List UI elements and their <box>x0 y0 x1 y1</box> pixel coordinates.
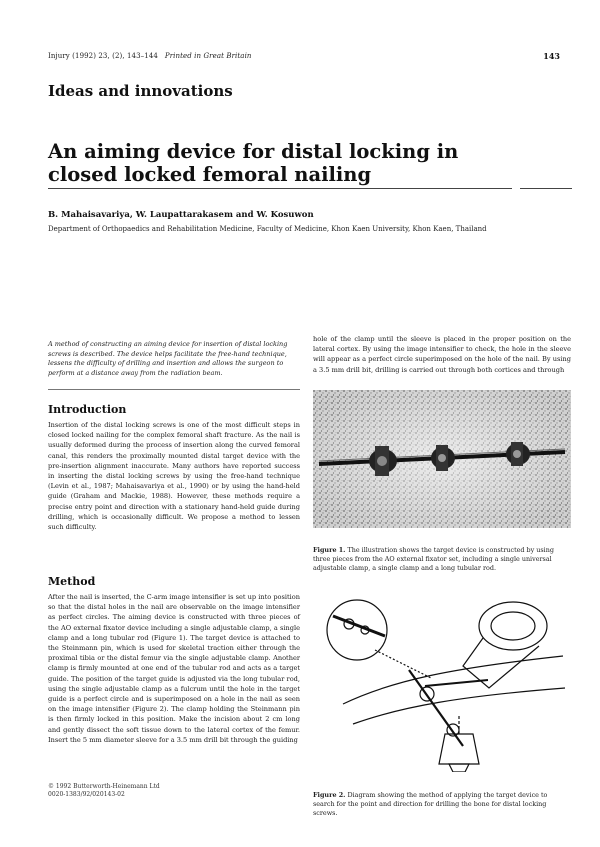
section-label: Ideas and innovations <box>48 82 233 100</box>
x-ray-tube <box>439 716 479 772</box>
abstract: A method of constructing an aiming device for insertion of distal locking screws is described. The device helps facilitate the free-hand technique, lessens the difficulty of drilling and insertion and allows the surgeon to perform at a distance away from the radiation beam. <box>48 340 288 377</box>
figure-1-image <box>313 390 571 528</box>
method-text: After the nail is inserted, the C-arm image intensifier is set up into position so that the distal holes in the nail are observable on the image intensifier as perfect circles. The aiming device is constructed with three pieces of the AO external fixator device including a single adjustable clamp, a single clamp and a long tubular rod (Figure 1). The target device is attached to the Steinmann pin, which is used for skeletal traction either through the proximal tibia or the distal femur via the single adjustable clamp. Another clamp is firmly mounted at one end of the tubular rod and acts as a target guide. The position of the target guide is adjusted via the long tubular rod, using the single adjustable clamp as a fulcrum until the hole in the target guide is a perfect circle and is superimposed on a hole in the nail as seen on the image intensifier (Figure 2). The clamp holding the Steinmann pin is then firmly locked in this position. Make the incision about 2 cm long and gently dissect the soft tissue down to the lateral cortex of the femur. Insert the 5 mm diameter sleeve for a 3.5 mm drill bit through the guiding <box>48 593 300 744</box>
abstract-rule <box>48 389 300 390</box>
introduction-text: Insertion of the distal locking screws is one of the most difficult steps in closed locked nailing for the complex femoral shaft fracture. As the nail is usually deformed during the process of insertion along the curved femoral canal, this renders the proximally mounted distal target device with the pre-insertion alignment inaccurate. Many authors have reported success in inserting the distal locking screws by using the free-hand technique (Levin et al., 1987; Mahaisavariya et al., 1990) or by using the hand-held guide (Graham and Mackie, 1988). However, these methods require a precise entry point and direction with a stationary hand-held guide during drilling, which is occasionally difficult. We propose a method to lessen such difficulty. <box>48 421 300 532</box>
affiliation: Department of Orthopaedics and Rehabilitation Medicine, Faculty of Medicine, Khon Kaen University, Khon Kaen, Thailand <box>48 225 487 233</box>
figure-2-label: Figure 2. <box>313 791 346 799</box>
image-intensifier <box>463 602 547 688</box>
figure-1-caption-text: The illustration shows the target device is constructed by using three pieces from the AO external fixator set, including a single universal adjustable clamp, a single clamp and a long tubular rod. <box>313 546 554 573</box>
figure-2-caption-text: Diagram showing the method of applying the target device to search for the point and direction for drilling the bone for distal locking screws. <box>313 791 548 818</box>
footer <box>48 783 300 799</box>
limb-outline <box>343 656 565 724</box>
page-number: 143 <box>543 51 560 61</box>
column2-text: hole of the clamp until the sleeve is placed in the proper position on the lateral cortex. By using the image intensifier to check, the hole in the sleeve will appear as a perfect circle superimposed on the hole of the nail. By using a 3.5 mm drill bit, drilling is carried out through both cortices and through <box>313 335 571 374</box>
printed-note: Printed in Great Britain <box>164 52 252 60</box>
copyright: © 1992 Butterworth-Heinemann Ltd <box>48 783 160 790</box>
inset-circle <box>327 600 387 660</box>
title-rule <box>48 188 512 189</box>
authors: B. Mahaisavariya, W. Laupattarakasem and W. Kosuwon <box>48 210 314 220</box>
method-heading: Method <box>48 575 96 588</box>
title-rule-end <box>520 188 572 189</box>
inset-leader <box>375 650 431 678</box>
figure-1-caption <box>313 546 571 574</box>
article-title: An aiming device for distal locking in closed locked femoral nailing <box>48 140 459 186</box>
figure-2-caption <box>313 791 571 819</box>
article-code: 0020-1383/92/020143-02 <box>48 791 125 798</box>
journal-line: Injury (1992) 23, (2), 143–144 <box>48 52 158 60</box>
journal-header <box>48 52 252 60</box>
figure-2-diagram <box>313 596 571 772</box>
figure-1-label: Figure 1. <box>313 546 346 554</box>
introduction-heading: Introduction <box>48 403 127 416</box>
